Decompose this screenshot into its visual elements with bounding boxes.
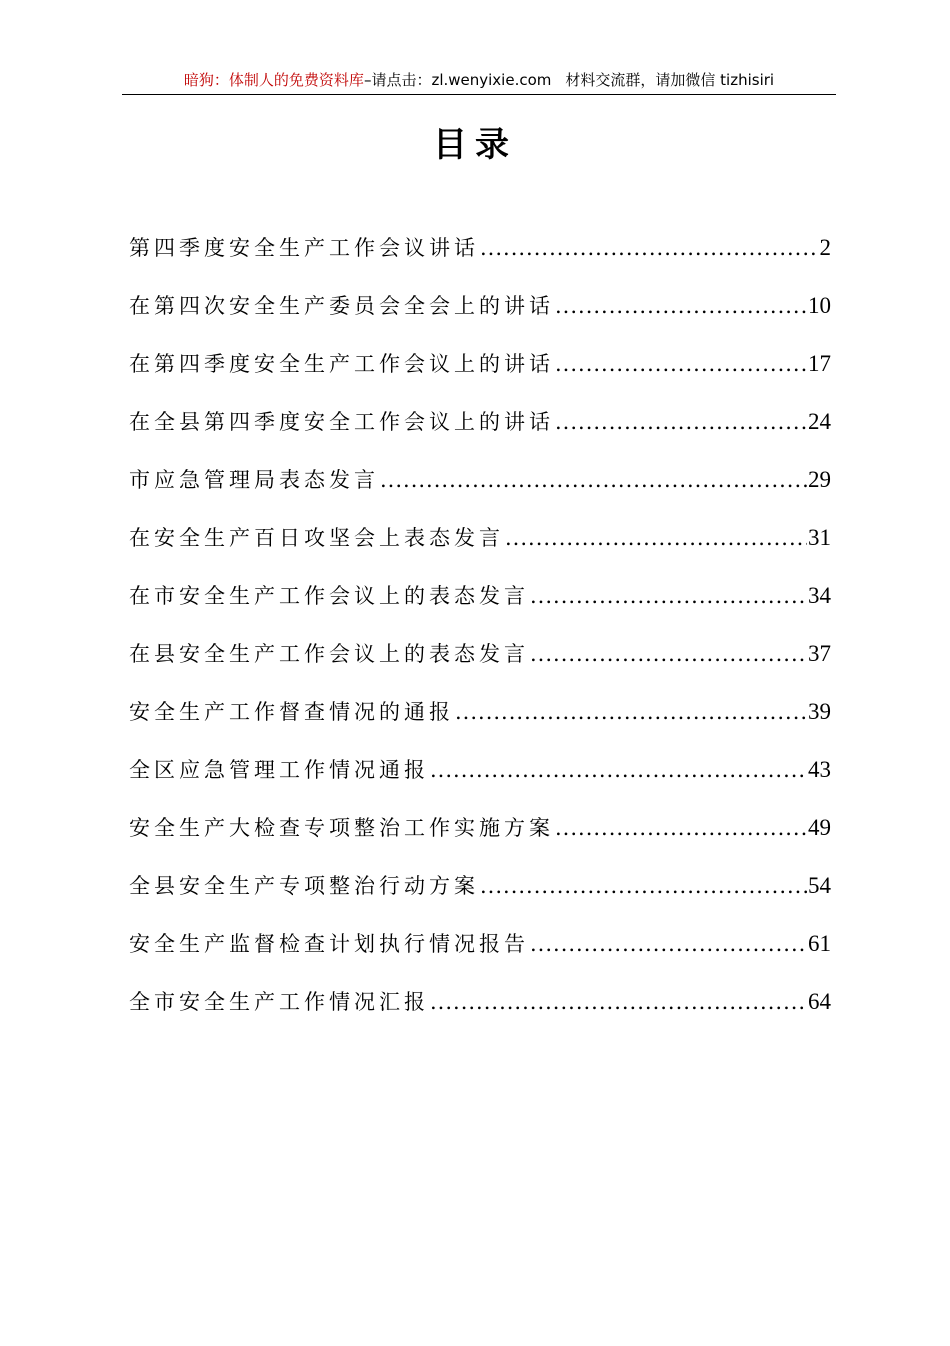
toc-entry-page: 54 <box>808 873 831 898</box>
toc-leader-dots <box>480 228 819 268</box>
toc-entry-title: 在安全生产百日攻坚会上表态发言 <box>129 526 504 550</box>
toc-entry-title: 在第四季度安全生产工作会议上的讲话 <box>129 352 554 376</box>
toc-leader-dots <box>555 402 807 442</box>
toc-entry-page: 64 <box>808 989 831 1014</box>
toc-entry[interactable] <box>129 924 831 982</box>
toc-entry[interactable] <box>129 402 831 460</box>
toc-entry-title: 第四季度安全生产工作会议讲话 <box>129 236 479 260</box>
header-wechat-text: 材料交流群，请加微信 tizhisiri <box>565 71 775 89</box>
toc-leader-dots <box>505 518 807 558</box>
toc-entry-page: 10 <box>808 293 831 318</box>
toc-entry-page: 61 <box>808 931 831 956</box>
toc-entry[interactable] <box>129 866 831 924</box>
toc-entry[interactable] <box>129 692 831 750</box>
toc-entry-title: 在市安全生产工作会议上的表态发言 <box>129 584 529 608</box>
toc-leader-dots <box>530 924 807 964</box>
toc-entry-title: 全县安全生产专项整治行动方案 <box>129 874 479 898</box>
toc-entry-page: 37 <box>808 641 831 666</box>
toc-entry-page: 43 <box>808 757 831 782</box>
toc-leader-dots <box>555 344 807 384</box>
toc-entry-page: 2 <box>819 235 831 260</box>
toc-leader-dots <box>430 982 807 1022</box>
page-title: 目录 <box>433 125 517 165</box>
toc-entry-title: 安全生产监督检查计划执行情况报告 <box>129 932 529 956</box>
toc-entry[interactable] <box>129 576 831 634</box>
toc-entry[interactable] <box>129 634 831 692</box>
header-brand-text: 暗狗：体制人的免费资料库 <box>183 71 364 89</box>
toc-entry-title: 全区应急管理工作情况通报 <box>129 758 429 782</box>
toc-entry[interactable] <box>129 344 831 402</box>
toc-leader-dots <box>455 692 807 732</box>
toc-entry-title: 在全县第四季度安全工作会议上的讲话 <box>129 410 554 434</box>
toc-entry-page: 31 <box>808 525 831 550</box>
toc-entry[interactable] <box>129 750 831 808</box>
toc-entry-page: 24 <box>808 409 831 434</box>
toc-leader-dots <box>380 460 807 500</box>
header-url-link[interactable]: zl.wenyixie.com <box>431 71 552 89</box>
page-header <box>122 68 836 95</box>
toc-entry-page: 17 <box>808 351 831 376</box>
toc-leader-dots <box>430 750 807 790</box>
header-click-prompt: –请点击： <box>363 71 432 89</box>
toc-leader-dots <box>555 808 807 848</box>
toc-leader-dots <box>530 634 807 674</box>
toc-entry-title: 安全生产工作督查情况的通报 <box>129 700 454 724</box>
toc-entry[interactable] <box>129 808 831 866</box>
toc-entry-page: 49 <box>808 815 831 840</box>
toc-entry[interactable] <box>129 286 831 344</box>
toc-entry[interactable] <box>129 982 831 1040</box>
toc-leader-dots <box>480 866 807 906</box>
toc-entry[interactable] <box>129 518 831 576</box>
toc-entry-title: 市应急管理局表态发言 <box>129 468 379 492</box>
toc-leader-dots <box>555 286 807 326</box>
toc-entry-title: 全市安全生产工作情况汇报 <box>129 990 429 1014</box>
table-of-contents <box>129 228 831 1040</box>
toc-entry[interactable] <box>129 228 831 286</box>
toc-entry-title: 安全生产大检查专项整治工作实施方案 <box>129 816 554 840</box>
toc-entry-title: 在第四次安全生产委员会全会上的讲话 <box>129 294 554 318</box>
toc-entry[interactable] <box>129 460 831 518</box>
toc-entry-page: 39 <box>808 699 831 724</box>
toc-entry-page: 34 <box>808 583 831 608</box>
toc-leader-dots <box>530 576 807 616</box>
toc-entry-title: 在县安全生产工作会议上的表态发言 <box>129 642 529 666</box>
toc-entry-page: 29 <box>808 467 831 492</box>
